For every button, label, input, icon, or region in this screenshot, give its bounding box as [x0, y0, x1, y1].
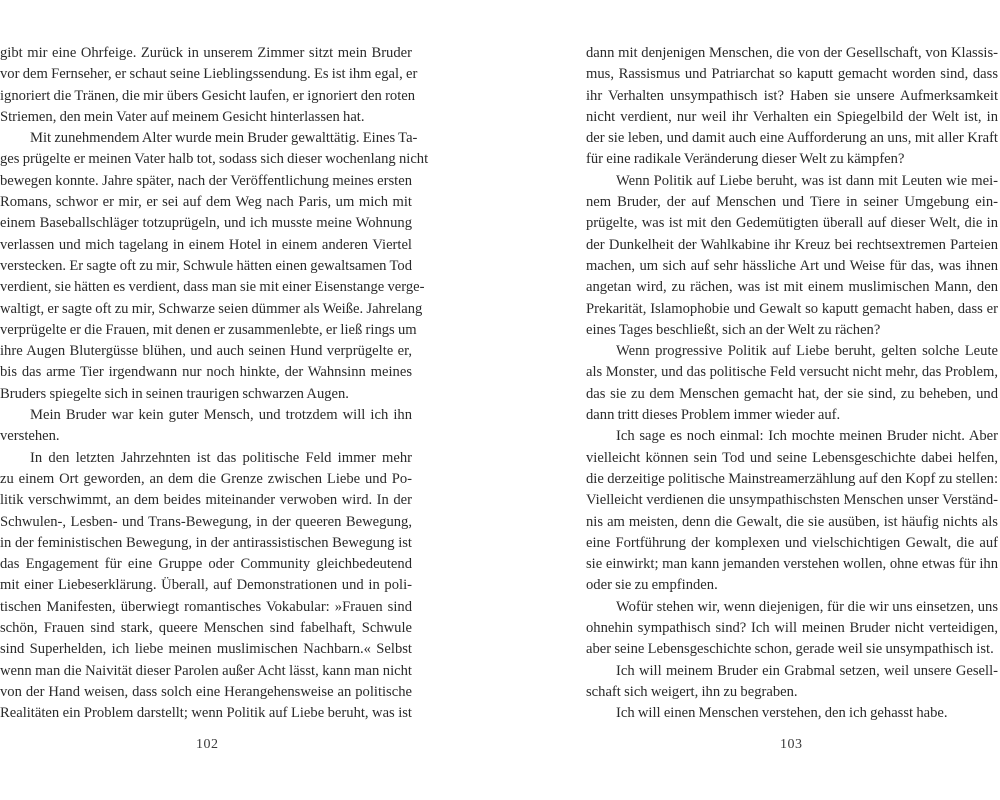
- text-line: das Engagement für eine Gruppe oder Community gleichbedeutend: [0, 556, 412, 573]
- text-line: schön, Frauen sind stark, queere Menschen sind fabelhaft, Schwule: [0, 620, 412, 637]
- text-line: von der Hand weisen, dass solch eine Herangehensweise an politische: [0, 683, 412, 700]
- right-page-number: 103: [780, 737, 803, 752]
- text-line: mit einer Liebeserklärung. Überall, auf Demonstrationen und in poli-: [0, 577, 412, 594]
- text-line: wenn man die Naivität dieser Parolen außer Acht lässt, kann man nicht: [0, 662, 412, 679]
- text-line: Bruders spiegelte sich in seinen traurigen schwarzen Augen.: [0, 385, 349, 402]
- text-line: verlassen und mich tagelang in einem Hotel in einem anderen Viertel: [0, 236, 412, 253]
- text-line: Prekarität, Islamophobie und Gewalt so kaputt gemacht haben, dass er: [586, 300, 998, 317]
- text-line: Wenn progressive Politik auf Liebe beruht, gelten solche Leute: [616, 343, 998, 360]
- right-page-text: [586, 43, 998, 725]
- text-line: ges prügelte er meinen Vater halb tot, sodass sich dieser wochenlang nicht: [0, 151, 429, 168]
- text-line: der Dunkelheit der Wahlkabine ihr Kreuz bei rechtsextremen Parteien: [586, 236, 998, 253]
- text-line: aber seine Lebensgeschichte schon, gerade weil sie unsympathisch ist.: [586, 641, 994, 658]
- text-line: Realitäten ein Problem darstellt; wenn Politik auf Liebe beruht, was ist: [0, 705, 412, 722]
- text-line: mus, Rassismus und Patriarchat so kaputt gemacht worden sind, dass: [586, 66, 998, 83]
- text-line: verdient, sie hätten es verdient, dass man sie mit einer Eisenstange verge-: [0, 279, 425, 296]
- text-line: ignoriert die Tränen, die mir übers Gesicht laufen, er ignoriert den roten: [0, 87, 416, 104]
- left-page: [0, 0, 429, 800]
- text-line: angetan wird, zu rächen, was ist mit einem muslimischen Mann, den: [586, 279, 998, 296]
- text-line: eine Fortführung der komplexen und vielschichtigen Gewalt, die auf: [586, 534, 998, 551]
- text-line: nicht verdient, nur weil ihr Verhalten ein Spiegelbild der Welt ist, in: [586, 108, 998, 125]
- text-line: das sie zu dem Menschen gemacht hat, der sie sind, zu beheben, und: [586, 385, 998, 402]
- text-line: Ich will einen Menschen verstehen, den ich gehasst habe.: [616, 705, 948, 722]
- left-page-number: 102: [196, 737, 219, 752]
- text-line: machen, um sich auf sehr hässliche Art und Weise für das, was ihnen: [586, 257, 998, 274]
- text-line: in der feministischen Bewegung, in der antirassistischen Bewegung ist: [0, 534, 412, 551]
- text-line: schaft sich weigert, ihn zu begraben.: [586, 683, 798, 700]
- text-line: verstehen.: [0, 428, 60, 445]
- text-line: einem Baseballschläger totzuprügeln, und ich musste meine Wohnung: [0, 215, 412, 232]
- text-line: sie einwirkt; man kann jemanden verstehen wollen, ohne etwas für ihn: [586, 556, 998, 573]
- text-line: eines Tages beschließt, sich an der Welt zu rächen?: [586, 321, 881, 338]
- right-page: [586, 0, 998, 800]
- text-line: Striemen, den mein Vater auf meinem Gesicht hinterlassen hat.: [0, 108, 365, 125]
- text-line: Mit zunehmendem Alter wurde mein Bruder gewalttätig. Eines Ta-: [30, 130, 418, 147]
- text-line: ohnehin sympathisch sind? Ich will meinen Bruder nicht verteidigen,: [586, 620, 998, 637]
- text-line: der sie leben, und damit auch eine Aufforderung an uns, mit aller Kraft: [586, 130, 998, 147]
- text-line: sind Superhelden, ich liebe meinen muslimischen Nachbarn.« Selbst: [0, 641, 412, 658]
- left-page-text: [0, 43, 429, 725]
- text-line: Vielleicht verdienen die unsympathischsten Menschen unser Verständ-: [586, 492, 998, 509]
- text-line: vielleicht können sein Tod und seine Lebensgeschichte dabei helfen,: [586, 449, 998, 466]
- text-line: bewegen konnte. Jahre später, nach der Veröffentlichung meines ersten: [0, 172, 412, 189]
- text-line: die derzeitige politische Mainstreamerzählung auf den Kopf zu stellen:: [586, 470, 998, 487]
- text-line: waltigt, er sagte oft zu mir, Schwarze seien dümmer als Weiße. Jahrelang: [0, 300, 423, 317]
- text-line: Mein Bruder war kein guter Mensch, und trotzdem will ich ihn: [30, 407, 412, 424]
- text-line: tischen Manifesten, überwiegt romantisches Vokabular: »Frauen sind: [0, 598, 412, 615]
- text-line: dann tritt dieses Problem immer wieder auf.: [586, 407, 841, 424]
- text-line: prügelte, was ist mit den Gedemütigten überall auf dieser Welt, die in: [586, 215, 998, 232]
- text-line: zu einem Ort geworden, an dem die Grenze zwischen Liebe und Po-: [0, 470, 412, 487]
- text-line: nem Bruder, der auf Menschen und Tiere in seiner Umgebung ein-: [586, 194, 998, 211]
- text-line: Ich will meinem Bruder ein Grabmal setzen, weil unsere Gesell-: [616, 662, 998, 679]
- text-line: Wofür stehen wir, wenn diejenigen, für die wir uns einsetzen, uns: [616, 598, 998, 615]
- text-line: als Monster, und das politische Feld versucht nicht mehr, das Problem,: [586, 364, 998, 381]
- text-line: Ich sage es noch einmal: Ich mochte meinen Bruder nicht. Aber: [616, 428, 998, 445]
- text-line: ihre Augen Blutergüsse blühen, und auch seinen Hund verprügelte er,: [0, 343, 412, 360]
- text-line: verprügelte er die Frauen, mit denen er zusammenlebte, er ließ rings um: [0, 321, 417, 338]
- text-line: oder sie zu empfinden.: [586, 577, 718, 594]
- text-line: Wenn Politik auf Liebe beruht, was ist dann mit Leuten wie mei-: [616, 172, 998, 189]
- text-line: litik verschwimmt, an dem beides miteinander verwoben wird. In der: [0, 492, 412, 509]
- text-line: gibt mir eine Ohrfeige. Zurück in unserem Zimmer sitzt mein Bruder: [0, 45, 412, 61]
- text-line: vor dem Fernseher, er schaut seine Lieblingssendung. Es ist ihm egal, er: [0, 66, 418, 83]
- text-line: dann mit denjenigen Menschen, die von der Gesellschaft, von Klassis-: [586, 45, 998, 61]
- text-line: Romans, schwor er mir, er sei auf dem Weg nach Paris, um mich mit: [0, 194, 412, 211]
- text-line: bis das arme Tier irgendwann nur noch hinkte, der Wahnsinn meines: [0, 364, 412, 381]
- text-line: für eine radikale Veränderung dieser Welt zu kämpfen?: [586, 151, 905, 168]
- text-line: nis am meisten, denn die Gewalt, die sie ausüben, ist häufig nichts als: [586, 513, 998, 530]
- text-line: verstecken. Er sagte oft zu mir, Schwule hätten einen gewaltsamen Tod: [0, 257, 412, 274]
- text-line: In den letzten Jahrzehnten ist das politische Feld immer mehr: [30, 449, 412, 466]
- text-line: Schwulen-, Lesben- und Trans-Bewegung, in der queeren Bewegung,: [0, 513, 412, 530]
- text-line: ihr Verhalten unsympathisch ist? Haben sie unsere Aufmerksamkeit: [586, 87, 998, 104]
